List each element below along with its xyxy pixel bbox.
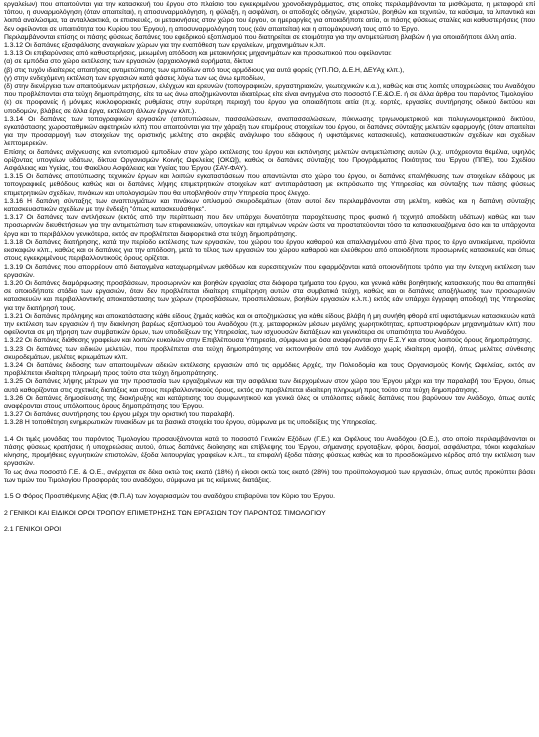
section-heading: 2.1 ΓΕΝΙΚΟΙ ΟΡΟΙ [4,525,62,533]
document-paragraph: (γ) στην ενδεχόμενη εκτέλεση των εργασιών κατά φάσεις λόγω των ως άνω εμποδίων, [4,74,266,82]
document-paragraph: 1.3.13 Οι επιβαρύνσεις από καθυστερήσεις, μειωμένη απόδοση και μετακινήσεις μηχανημάτων και προσωπικού που οφείλονται: [4,50,392,58]
document-paragraph: 1.3.26 Οι δαπάνες δημοσίευσης της διακήρυξης και κατάρτισης του συμφωνητικού και γενικά όλες οι υπόλοιπες ειδικές δαπάνες που βαρύνουν τον Ανάδοχο, όπως αυτές αναφέρονται στους υπόλοιπους όρους δημοπράτησης του Έργου. [4,394,535,410]
section-heading: 2 ΓΕΝΙΚΟΙ ΚΑΙ ΕΙΔΙΚΟΙ ΟΡΟΙ ΤΡΟΠΟΥ ΕΠΙΜΕΤΡΗΣΗΣ ΤΩΝ ΕΡΓΑΣΙΩΝ ΤΟΥ ΠΑΡΟΝΤΟΣ ΤΙΜΟΛΟΓΙΟΥ [4,509,326,517]
document-paragraph: 1.3.16 Η δαπάνη σύνταξης των αναπτυγμάτων και πινάκων οπλισμού σκυροδεμάτων (όταν αυτοί δεν περιλαμβάνονται στη μελέτη, καθώς και η δαπάνη σύνταξης κατασκευαστικών σχεδίων με την ένδειξη "όπως κατασκευάσθηκε". [4,197,535,214]
document-paragraph: 1.3.14 Οι δαπάνες των τοπογραφικών εργασιών (αποτυπώσεων, πασσαλώσεων, αναπασσαλώσεων, πύκνωσης τριγωνομετρικού και πολυγωνομετρικού δικτύου, εγκατάστασης χωροσταθμικών αφετηριών κλπ) που απαιτούνται για την χάραξη των επιμέρους στοιχείων του έργου, οι δαπάνες σύνταξης μελετών εφαρμογής (όταν απαιτείται για την προσαρμογή των στοιχείων της οριστικής μελέτης στο ακριβές ανάγλυφο του εδάφους ή υφιστάμενες κατασκευές), κατασκευαστικών σχεδίων και σχεδίων λεπτομερειών. [4,115,535,148]
document-paragraph: 1.3.23 Οι δαπάνες των ειδικών μελετών, που προβλέπεται στα τεύχη δημοπράτησης να εκπονηθούν από τον Ανάδοχο χωρίς ιδιαίτερη αμοιβή, όπως μελέτες σύνθεσης σκυροδεμάτων, μελέτες ικριωμάτων κλπ. [4,345,535,361]
document-paragraph: 1.3.27 Οι δαπάνες συντήρησης του έργου μέχρι την οριστική του παραλαβή. [4,411,235,419]
document-paragraph: 1.3.21 Οι δαπάνες πρόληψης και αποκατάστασης κάθε είδους ζημιάς καθώς και οι αποζημιώσεις για κάθε είδους βλάβη ή μη συνήθη φθορά επί υφιστάμενων κατασκευών κατά την εκτέλεση των εργασιών ή την διακίνηση βαρέως εξοπλισμού του Αναδόχου (π.χ. μεταφορικών μέσων μεγάλης χωρητικότητας, ερπυστριοφόρων μηχανημάτων κλπ) που οφείλονται σε μη τήρηση των συμβατικών όρων, των υποδείξεων της Υπηρεσίας, των ισχυουσών διατάξεων και γενικότερα σε υπαιτιότητα του Αναδόχου. [4,312,535,337]
document-paragraph: Επίσης οι δαπάνες ανίχνευσης και εντοπισμού εμποδίων στον χώρο εκτέλεσης του έργου και εκπόνησης μελετών αντιμετώπισης αυτών (λ.χ. υπόχρεοντα θεμέλια, υψηλός ορίζοντας υπογείων υδάτων, δίκτυα Οργανισμών Κοινής Ωφελείας [ΟΚΩ]), καθώς οι δαπάνες σύνταξης του Προγράμματος Ποιότητος του Έργου (ΠΠΕ), του Σχεδίου Ασφάλειας και Υγείας, του Φακέλου Ασφάλειας και Υγείας του Έργου (ΣΑΥ-ΦΑΥ). [4,148,535,173]
document-paragraph: 1.3.17 Οι δαπάνες των αντλήσεων (εκτός από την περίπτωση που δεν υπάρχει δυνατότητα παροχέτευσης προς φυσικό ή τεχνητό αποδέκτη υδάτων) καθώς και των προσωρινών διευθετήσεων για την αντιμετώπιση των επιφανειακών, υπογείων και ηπιμένων νερών ώστε να προστατεύονται τόσο τα κατασκευαζόμενα όσο και τα υπάρχοντα έργα και το περιβάλλον γενικότερα, εκτός αν προβλέπεται διαφορετικά στα τεύχη δημοπράτησης. [4,214,535,238]
document-paragraph: εργαλείων) που απαιτούνται για την κατασκευή του έργου στο πλαίσιο του εγκεκριμένου χρονοδιαγράμματος, στις οποίες περιλαμβάνονται τα μισθώματα, η μεταφορά επί τόπου, η συναρμολόγηση (όταν απαιτείται), η αποσυναρμολόγηση, η φύλαξη, η ασφάλιση, οι αποδοχές οδηγών, χειριστών, βοηθών και τεχνιτών, τα καύσιμα, τα λιπαντικά και λοιπά αναλώσιμα, τα ανταλλακτικά, οι επισκευές, οι μετακινήσεις στον χώρο του έργου, οι ημεραργίες για οποιαδήποτε αιτία, οι πάσης φύσεως σταλίες και καθυστερήσεις (που δεν οφείλονται σε υπαιτιότητα του Κυρίου του Έργου), η αποσυναρμολόγηση τους (εάν απαιτείται) και η απομάκρυνσή τους από το Έργο. [4,1,535,33]
document-paragraph: 1.3.28 Η τοποθέτηση ενημερωτικών πινακίδων με τα βασικά στοιχεία του έργου, σύμφωνα με τις υποδείξεις της Υπηρεσίας. [4,419,377,427]
document-paragraph: 1.5 Ο Φόρος Προστιθέμενης Αξίας (Φ.Π.Α) των λογαριασμών του αναδόχου επιβαρύνει τον Κύριο του Έργου. [4,493,336,501]
document-paragraph: 1.3.20 Οι δαπάνες διαμόρφωσης προσβάσεων, προσωρινών και βοηθών εργασίας στα διάφορα τμήματα του έργου, και γενικά κάθε βοηθητικής κατασκευής που θα απαιτηθεί σε οποιοδήποτε στάδιο των εργασιών, όταν δεν προβλέπεται ιδιαίτερη επιμέτρηση αυτών στα συμβατικά τεύχη, καθώς και οι δαπάνες αποξήλωσης των προσωρινών κατασκευών και περιβαλλοντικής αποκατάστασης των χώρων (προσβάσεων, προσπελάσεων, βοηθών εργασιών κ.λ.π.) εκτός εάν υπάρχει έγγραφη αποδοχή της Υπηρεσίας για την διατήρησή τους. [4,279,535,312]
document-paragraph: 1.4 Οι τιμές μονάδας του παρόντος Τιμολογίου προσαυξάνονται κατά το ποσοστό Γενικών Εξόδων (Γ.Ε.) και Οφέλους του Αναδόχου (Ο.Ε.), στο οποίο περιλαμβάνονται οι πάσης φύσεως κρατήσεις ή υποχρεώσεις αυτού, όπως δαπάνες διοίκησης και επίβλεψης του Έργου, σήμανσης εργοταξίων, φόροι, δασμοί, ασφάλιστρα, τόκοι κεφαλαίων κίνησης, προμήθειες εγγυητικών επιστολών, έξοδα λειτουργίας γραφείων κ.λπ., τα επιφαλή έξοδα πάσης φύσεως καθώς και το προσδοκώμενο κέρδος από την εκτέλεση των εργασιών. [4,435,535,468]
document-paragraph: 1.3.24 Οι δαπάνες έκδοσης των απαιτουμένων αδειών εκτέλεσης εργασιών από τις αρμόδιες Αρχές, την Πολεοδομία και τους Οργανισμούς Κοινής Ωφελείας, εκτός αν προβλέπεται ιδιαίτερη πληρωμή προς τούτο στα τεύχη δημοπράτησης. [4,361,535,378]
document-paragraph: (ε) σε προφανείς ή μόνιμες κυκλοφοριακές ρυθμίσεις στην ευρύτερη περιοχή του έργου για οποιαδήποτε αιτία (π.χ. εορτές, εργασίες συντήρησης οδικού δικτύου και υποδομών, βλάβες σε άλλα έργα, εκτέλεση άλλων έργων κλπ.). [4,99,535,115]
document-paragraph: 1.3.25 Οι δαπάνες λήψης μέτρων για την προστασία των εργαζομένων και την ασφάλεια των διερχομένων στον χώρο του Έργου μέχρι και την παραλαβή του Έργου, όπως αυτά καθορίζονται στις σχετικές διατάξεις και στους περιβαλλοντικούς όρους, εκτός αν προβλέπεται ιδιαίτερη πληρωμή προς τούτο στα τεύχη δημοπράτησης. [4,378,535,394]
document-paragraph: Περιλαμβάνονται επίσης οι πάσης φύσεως δαπάνες του εφεδρικού εξοπλισμού που διατηρείται σε ετοιμότητα για την αντιμετώπιση βλαβών ή για οποιαδήποτε άλλη αιτία. [4,33,517,41]
document-paragraph: 1.3.19 Οι δαπάνες που απορρέουν από διαταγμένα καταχωρημένων μεθόδων και ευρεσιτεχνιών που εφαρμόζονται κατά οποιονδήποτε τρόπο για την έντεχνη εκτέλεση των εργασιών. [4,263,535,279]
document-paragraph: 1.3.15 Οι δαπάνες αποτύπωσης τεχνικών έργων και λοιπών εγκαταστάσεων που απαντώνται στο χώρο του έργου, οι δαπάνες επαλήθευσης των στοιχείων εδάφους με τοπογραφικές μεθόδους καθώς και οι δαπάνες λήψης επιμετρητικών στοιχείων κατ' αντιπαράσταση με εκπρόσωπο της Υπηρεσίας και σύνταξης των πάσης φύσεως επιμετρητικών σχεδίων, πινάκων και υπολογισμών που θα υποβληθούν στην Υπηρεσία προς έλεγχο. [4,173,535,197]
document-paragraph: (β) στις τυχόν ιδιαίτερες απαιτήσεις αντιμετώπισης των εμποδίων από τους αρμόδιους για αυτά φορείς (ΥΠ.ΠΟ, Δ.Ε.Η, ΔΕΥΑχ κλπ.), [4,66,405,74]
document-paragraph: 1.3.12 Οι δαπάνες εξασφάλισης αναγκαίων χώρων για την εναπόθεση των εργαλείων, μηχανημάτων κ.λπ. [4,42,326,50]
document-paragraph: (δ) στην διενέργεια των απαιτούμενων μετρήσεων, ελέγχων και ερευνών (τοπογραφικών, εργαστηριακών, γεωτεχνικών κ.α.), καθώς και στις λοιπές υποχρεώσεις του Αναδόχου που προβλέπονται στα τεύχη δημοπράτησης, είτε τα ως άνω αποζημιώνονται ιδιαιτέρως είτε είναι ανηγμένα στο ποσοστό Γ.Ε.&Ο.Ε. ή σε άλλα άρθρα του παρόντος Τιμολογίου [4,83,535,99]
document-paragraph: (α) σε εμπόδια στο χώρο εκτέλεσης των εργασιών (αρχαιολογικά ευρήματα, δίκτυα [4,58,253,66]
document-paragraph: Το ως άνω ποσοστό Γ.Ε. & Ο.Ε., ανέρχεται σε δέκα οκτώ τοις εκατό (18%) ή είκοσι οκτώ τοις εκατό (28%) του προϋπολογισμού των εργασιών, όπως αυτός προκύπτει βάσει των τιμών του Τιμολογίου Προσφοράς του αναδόχου, σύμφωνα με τις κείμενες διατάξεις. [4,468,535,484]
document-paragraph: 1.3.18 Οι δαπάνες διατήρησης, κατά την περίοδο εκτέλεσης των εργασιών, του χώρου του έργου καθαρού και απαλλαγμένου από ξένα προς το έργο αντικείμενα, προϊόντα εκσκαφών κλπ., καθώς και οι δαπάνες για την απόδοση, μετά το τέλος των εργασιών του χώρου καθαρού και ελεύθερου από οποιοδήποτε προσωρινές κατασκευές και όπως στους εγκεκριμένους περιβαλλοντικούς όρους ορίζεται. [4,238,535,263]
document-paragraph: 1.3.22 Οι δαπάνες διάθεσης γραφείων και λοιπών ευκολιών στην Επιβλέπουσα Υπηρεσία, σύμφωνα με όσα αναφέρονται στην Ε.Σ.Υ και στους λοιπούς όρους δημοπράτησης. [4,337,533,345]
